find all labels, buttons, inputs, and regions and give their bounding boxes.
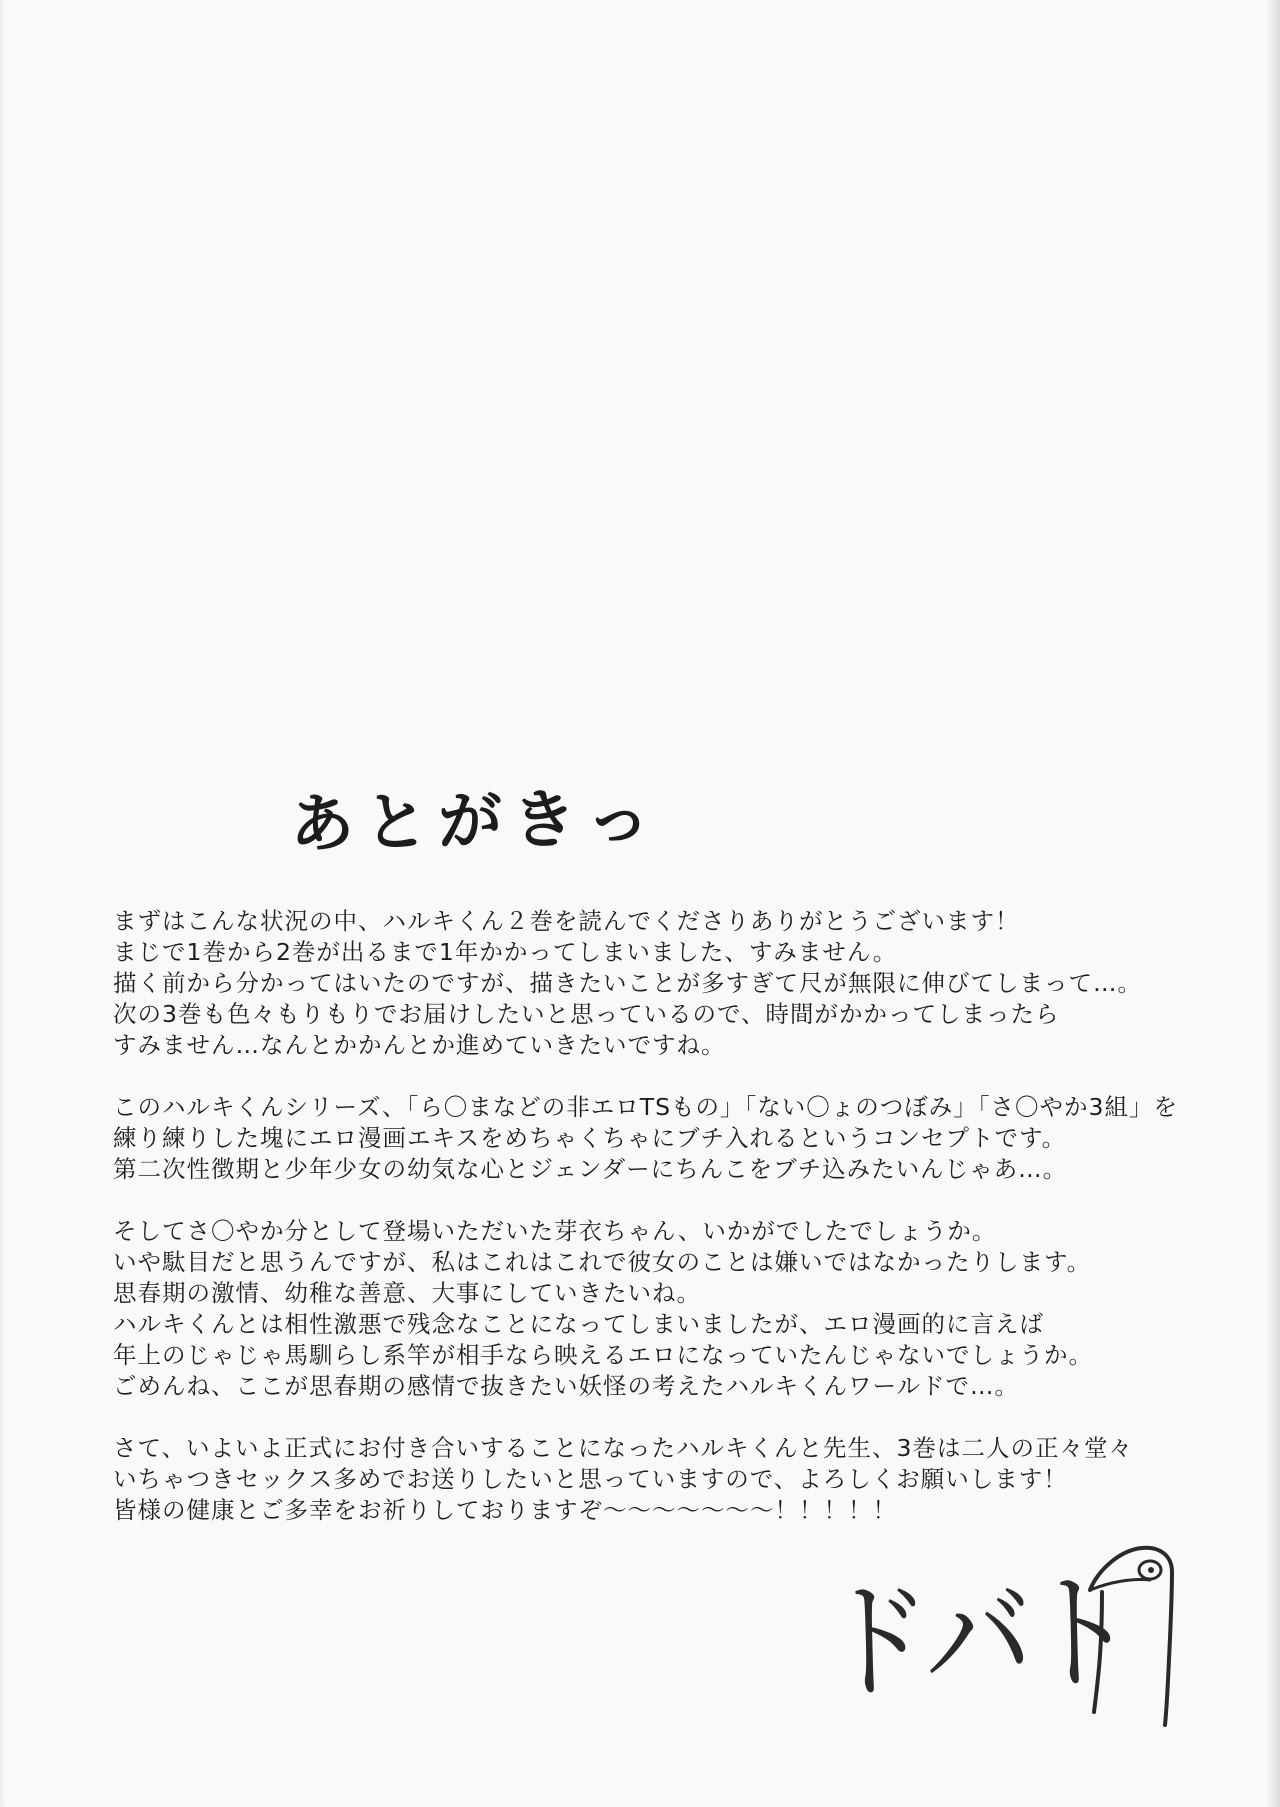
pigeon-doodle-icon (1080, 1530, 1180, 1730)
text-line: ハルキくんとは相性激悪で残念なことになってしまいましたが、エロ漫画的に言えば (113, 1310, 1044, 1338)
paragraph (113, 1092, 1179, 1185)
page-edge-left (0, 0, 6, 1807)
paragraph (113, 906, 1163, 1061)
text-line: 次の3巻も色々もりもりでお届けしたいと思っているので、時間がかかってしまったら (113, 1000, 1060, 1028)
page-title: あとがきっ (289, 781, 661, 863)
author-signature (820, 1530, 1180, 1730)
page-edge-right (1266, 0, 1280, 1807)
text-line: ごめんね、ここが思春期の感情で抜きたい妖怪の考えたハルキくんワールドで…。 (113, 1372, 1020, 1400)
paragraph (113, 1433, 1163, 1526)
signature-text: ドバト (820, 1557, 1133, 1720)
text-line: いや駄目だと思うんですが、私はこれはこれで彼女のことは嫌いではなかったりします。 (113, 1248, 1092, 1276)
text-line: このハルキくんシリーズ、「ら〇まなどの非エロTSもの」「ない〇ょのつぼみ」「さ〇やか3組」を (113, 1093, 1179, 1121)
text-line: 皆様の健康とご多幸をお祈りしておりますぞ〜〜〜〜〜〜〜！！！！！ (113, 1496, 897, 1524)
text-line: 練り練りした塊にエロ漫画エキスをめちゃくちゃにブチ入れるというコンセプトです。 (113, 1124, 1067, 1152)
text-line: 第二次性徴期と少年少女の幼気な心とジェンダーにちんこをブチ込みたいんじゃあ…。 (113, 1155, 1068, 1183)
text-line: 年上のじゃじゃ馬馴らし系竿が相手なら映えるエロになっていたんじゃないでしょうか。 (113, 1341, 1093, 1369)
text-line: すみません…なんとかかんとか進めていきたいですね。 (113, 1031, 726, 1059)
text-line: 描く前から分かってはいたのですが、描きたいことが多すぎて尺が無限に伸びてしまって…。 (113, 969, 1142, 997)
text-line: そしてさ〇やか分として登場いただいた芽衣ちゃん、いかがでしたでしょうか。 (113, 1217, 997, 1245)
afterword-body (113, 906, 1179, 1557)
text-line: さて、いよいよ正式にお付き合いすることになったハルキくんと先生、3巻は二人の正々堂々 (113, 1434, 1133, 1462)
text-line: 思春期の激情、幼稚な善意、大事にしていきたいね。 (113, 1279, 701, 1307)
text-line: まずはこんな状況の中、ハルキくん２巻を読んでくださりありがとうございます！ (113, 907, 1020, 935)
text-line: まじで1巻から2巻が出るまで1年かかってしまいました、すみません。 (113, 938, 898, 966)
paragraph (113, 1216, 1163, 1402)
text-line: いちゃつきセックス多めでお送りしたいと思っていますので、よろしくお願いします！ (113, 1465, 1068, 1493)
